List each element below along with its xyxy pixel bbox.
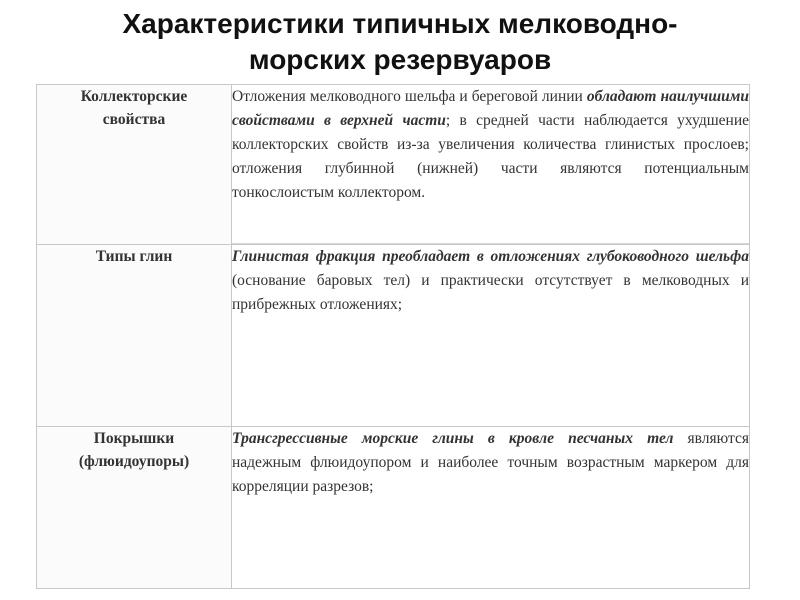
row-label-seals — [37, 427, 232, 589]
row-label-line: Типы глин — [95, 248, 173, 265]
description-text: (основание баровых тел) и практически отсутствует в мелководных и прибрежных отложениях; — [232, 272, 749, 313]
row-label-reservoir-properties — [37, 85, 232, 245]
row-label-line: свойства — [102, 111, 166, 128]
characteristics-table — [36, 84, 750, 589]
description-emphasis: обладают наилучшими свойствами в верхней части — [232, 88, 749, 129]
table-row-reservoir-properties — [37, 85, 750, 245]
row-label-line: (флюидоупоры) — [78, 453, 190, 470]
slide-title — [0, 6, 800, 78]
title-line-2: морских резервуаров — [248, 44, 552, 75]
description-emphasis: Трансгрессивные морские глины в кровле песчаных тел — [232, 430, 674, 447]
description-emphasis: Глинистая фракция преобладает в отложениях глубоководного шельфа — [232, 248, 749, 265]
title-line-1: Характеристики типичных мелководно- — [122, 8, 678, 39]
description-text: являются надежным флюидоупором и наиболее точным возрастным маркером для корреляции разрезов; — [232, 430, 749, 495]
row-label-line: Покрышки — [93, 430, 175, 447]
table-row-seals — [37, 427, 750, 589]
row-description-seals — [232, 427, 750, 589]
row-description-reservoir-properties — [232, 85, 750, 245]
row-label-clay-types — [37, 245, 232, 427]
table-row-clay-types — [37, 245, 750, 427]
description-text: Отложения мелководного шельфа и береговой линии — [232, 88, 587, 105]
row-description-clay-types — [232, 245, 750, 427]
description-text: ; в средней части наблюдается ухудшение коллекторских свойств из-за увеличения количества глинистых прослоев; отложения глубинной (нижней) части являются потенциальным тонкослоистым коллектором. — [232, 112, 749, 201]
row-label-line: Коллекторские — [80, 88, 188, 105]
